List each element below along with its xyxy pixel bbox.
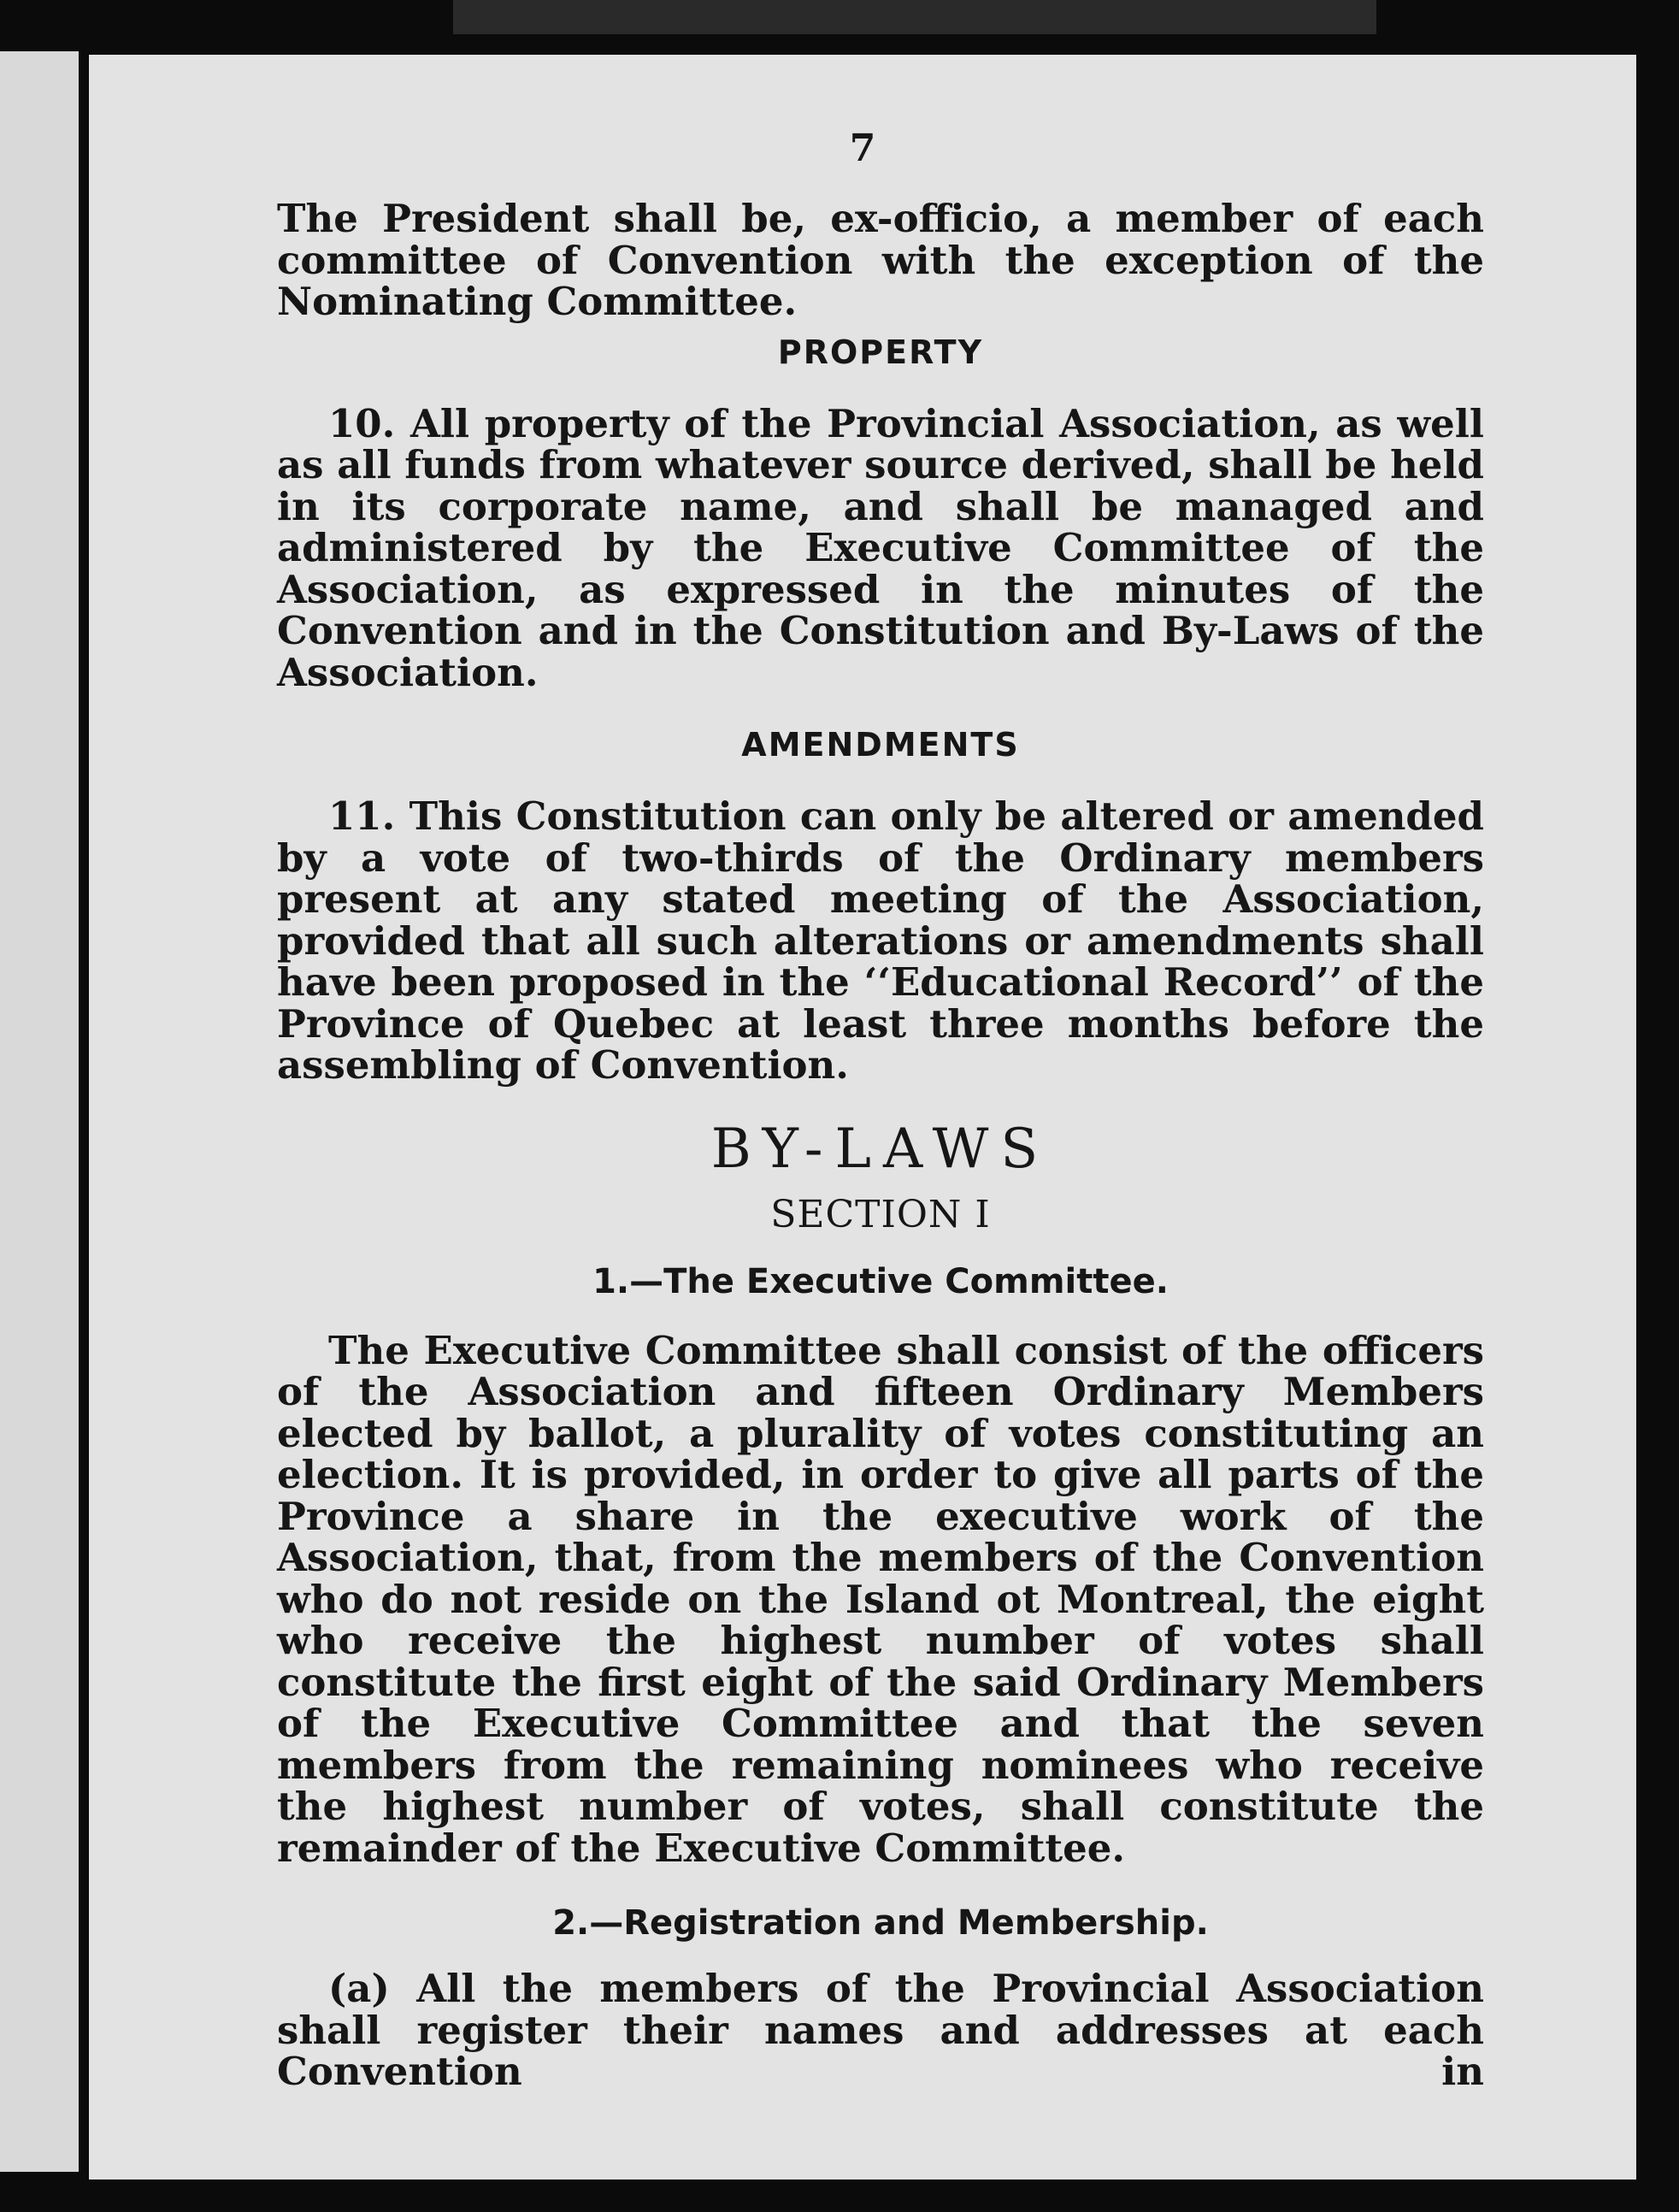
property-paragraph: 10. All property of the Provincial Association, as well as all funds from whatever source derived, shall be held in its corporate name, and shall be managed and administered by the Executive Committee of the Association, as expressed in the minutes of the Convention and in the Constitution and By-Laws of the Association. [277, 400, 1484, 695]
bylaws-heading: BY-LAWS [710, 1117, 1051, 1181]
page-content [277, 198, 1484, 2093]
registration-heading: 2.—Registration and Membership. [552, 1903, 1209, 1943]
executive-committee-paragraph: The Executive Committee shall consist of the officers of the Association and fifteen Ordinary Members elected by ballot, a plurality of votes constituting an election. It is provided, in order to give all parts of the Province a share in the executive work of the Association, that, from the members of the Convention who do not reside on the Island ot Montreal, the eight who receive the highest number of votes shall constitute the first eight of the said Ordinary Members of the Executive Committee and that the seven members from the remaining nominees who receive the highest number of votes, shall constitute the remainder of the Executive Committee. [277, 1327, 1484, 1871]
section-heading: SECTION I [770, 1192, 991, 1236]
executive-committee-heading: 1.—The Executive Committee. [592, 1261, 1169, 1301]
property-heading: PROPERTY [777, 333, 984, 371]
amendments-heading: AMENDMENTS [741, 726, 1020, 764]
scanner-top-strip [453, 0, 1376, 34]
amendments-paragraph: 11. This Constitution can only be altered or amended by a vote of two-thirds of the Ordinary members present at any stated meeting of the Association, provided that all such alterations or amendments shall have been proposed in the ‘‘Educational Record’’ of the Province of Quebec at least three months before the assembling of Convention. [277, 793, 1484, 1088]
document-page [89, 55, 1636, 2180]
intro-paragraph: The President shall be, ex-officio, a member of each committee of Convention with the exception of the Nominating Committee. [277, 196, 1484, 324]
left-page-edge [0, 51, 79, 2172]
registration-paragraph: (a) All the members of the Provincial Association shall register their names and addresses at each Convention in [277, 1966, 1484, 2094]
page-number: 7 [849, 127, 876, 170]
